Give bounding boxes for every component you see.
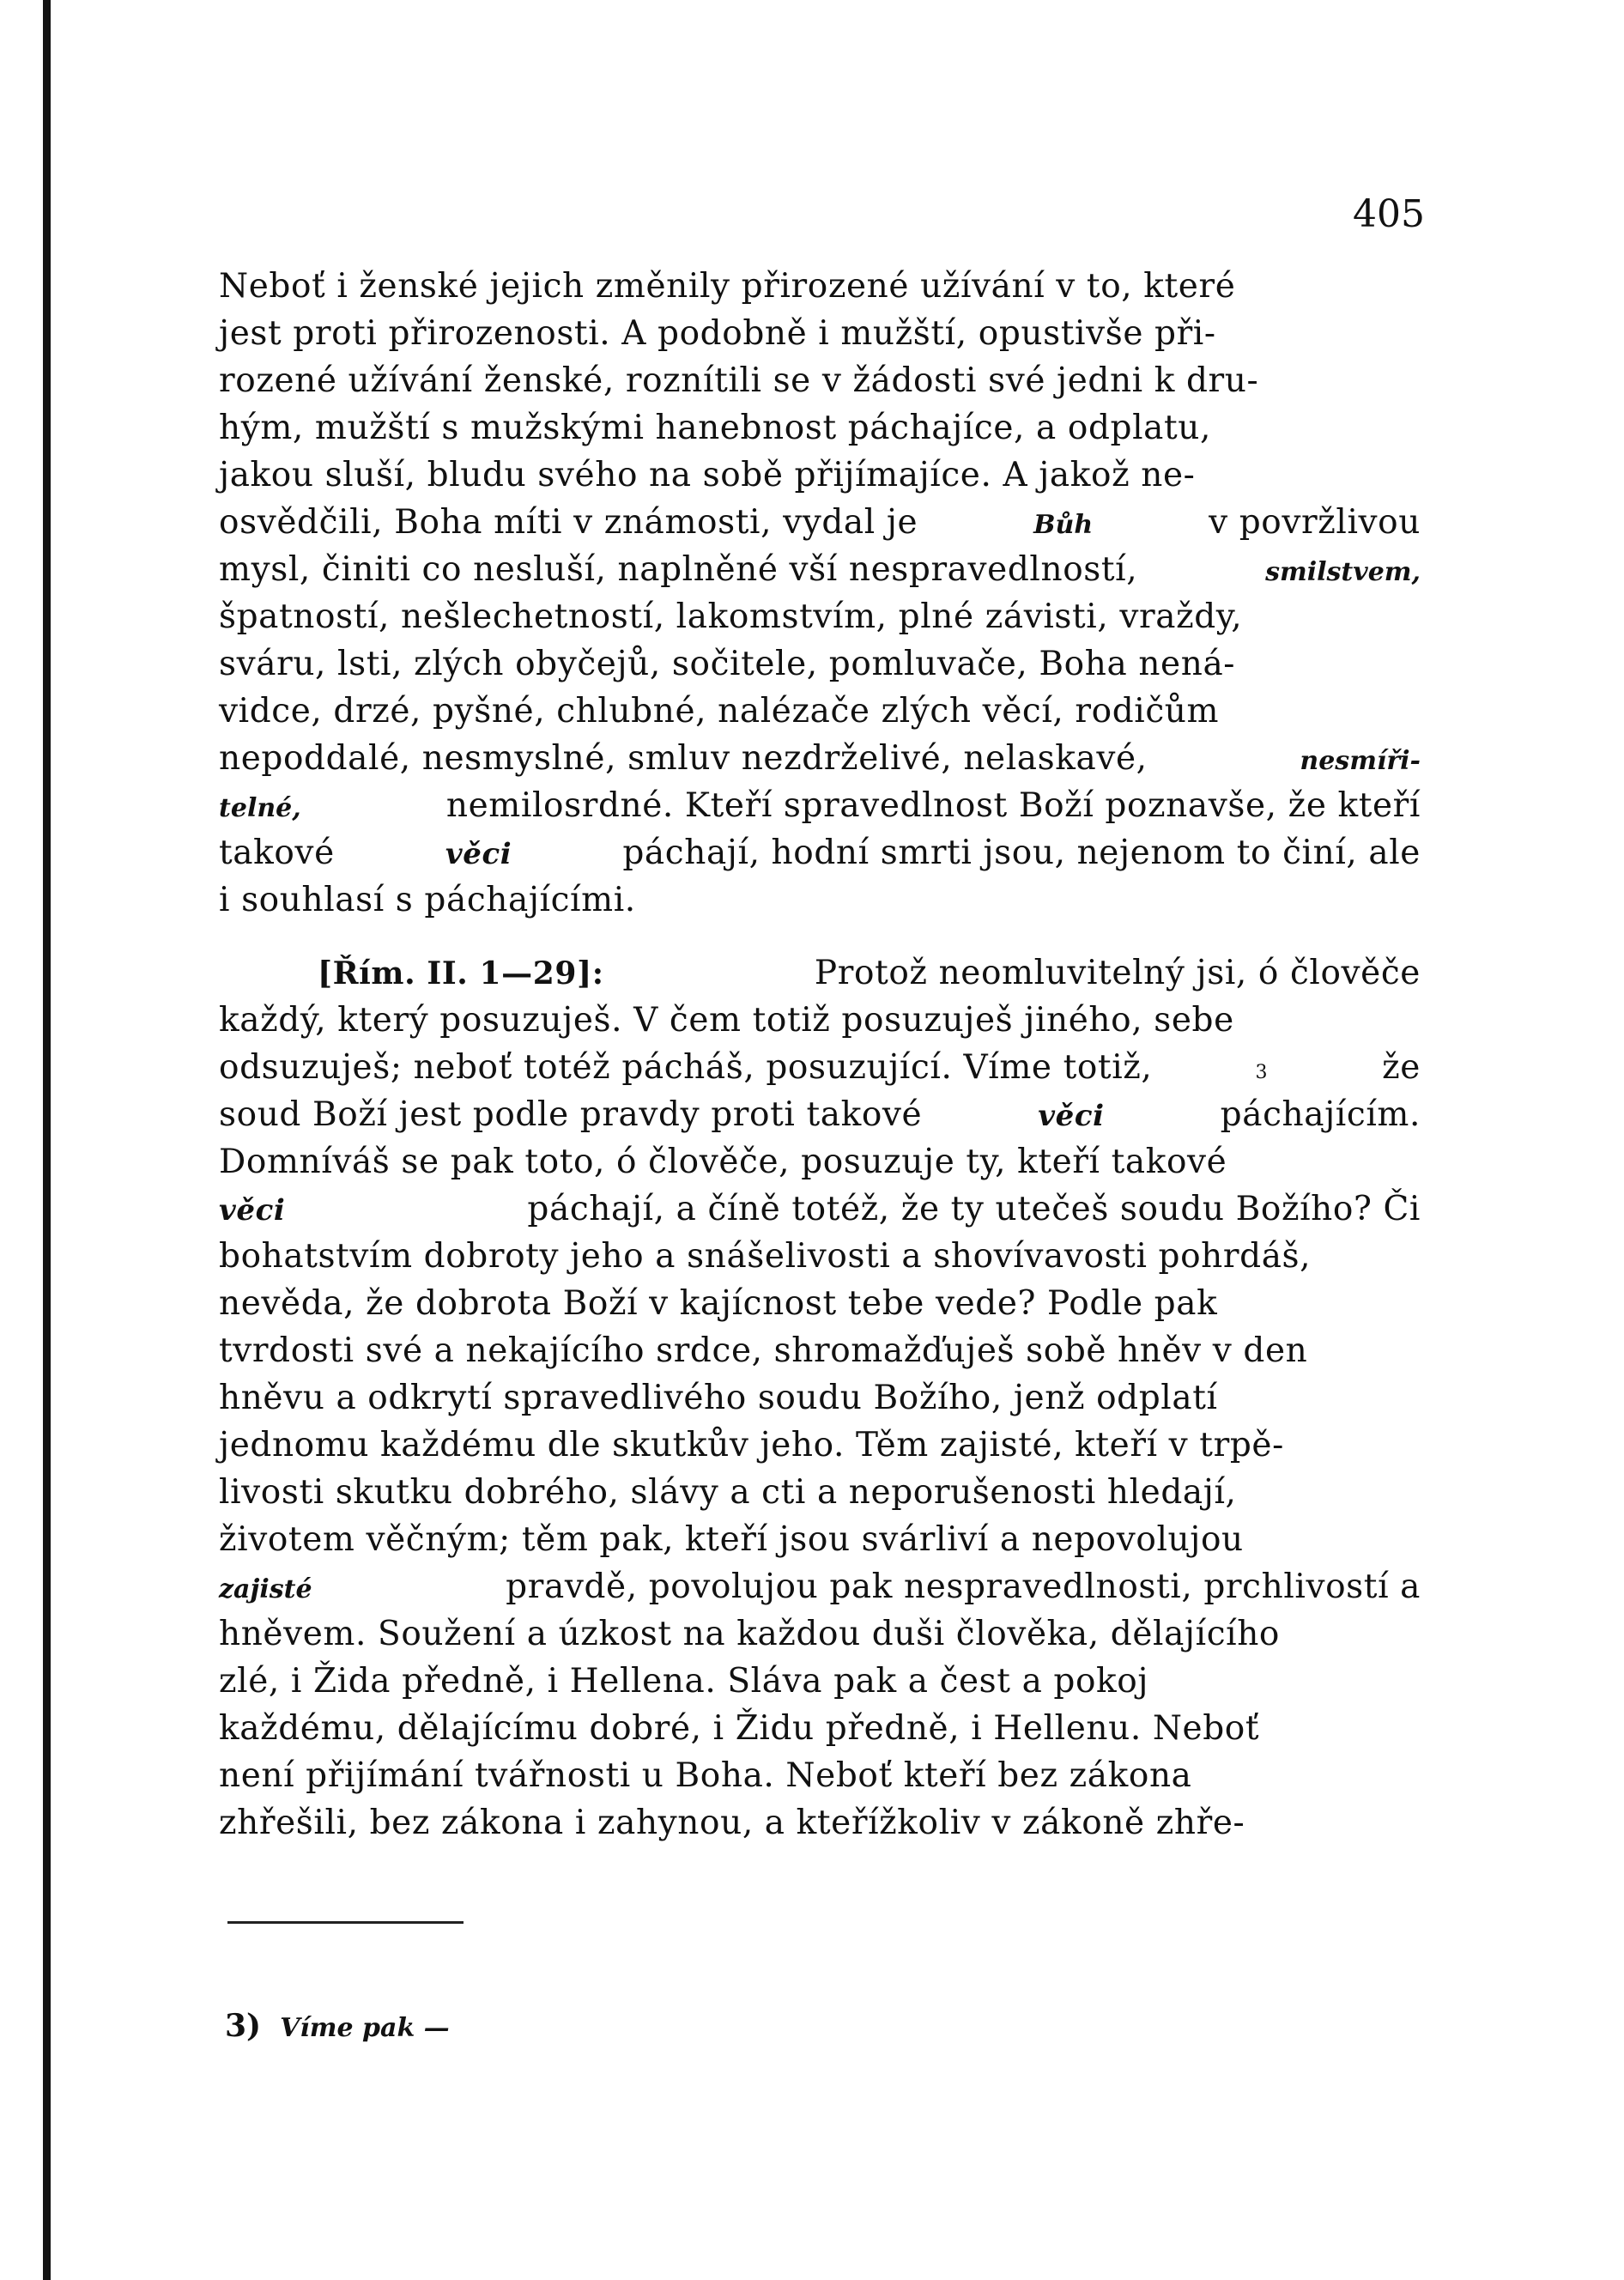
text-line: odsuzuješ; neboť totéž pácháš, posuzující. Víme totiž, 3 že — [219, 1048, 1421, 1087]
text-line: zhřešili, bez zákona i zahynou, a kteřížkoliv v zákoně zhře- — [219, 1804, 1245, 1842]
emphasis-text: telné, — [219, 793, 301, 823]
text-line: jakou sluší, bludu svého na sobě přijímajíce. A jakož ne- — [219, 456, 1196, 494]
emphasis-text: věci — [445, 837, 512, 871]
text-line: vidce, drzé, pyšné, chlubné, nalézače zlých věcí, rodičům — [219, 692, 1220, 731]
scripture-reference: [Řím. II. 1—29]: — [318, 955, 604, 991]
text-line: jest proti přirozenosti. A podobně i mužští, opustivše při- — [219, 314, 1216, 353]
text-line: nevěda, že dobrota Boží v kajícnost tebe vede? Podle pak — [219, 1284, 1218, 1323]
text-line: zlé, i Žida předně, i Hellena. Sláva pak a čest a pokoj — [219, 1662, 1149, 1701]
footnote-text: Víme pak — — [280, 2013, 450, 2043]
text-line: Domníváš se pak toto, ó člověče, posuzuje ty, kteří takové — [219, 1143, 1227, 1181]
text-line: nepoddalé, nesmyslné, smluv nezdrželivé, nelaskavé, nesmíři- — [219, 734, 1421, 784]
text-line: každý, který posuzuješ. V čem totiž posuzuješ jiného, sebe — [219, 1001, 1234, 1040]
emphasis-text: věci — [219, 1193, 286, 1228]
emphasis-text: nesmíři- — [1300, 746, 1421, 776]
text-line: hněvu a odkrytí spravedlivého soudu Božího, jenž odplatí — [219, 1379, 1218, 1417]
text-line: jednomu každému dle skutkův jeho. Těm zajisté, kteří v trpě- — [219, 1426, 1284, 1464]
text-line: soud Boží jest podle pravdy proti takové věci páchajícím. — [219, 1090, 1421, 1140]
text-line: věci páchají, a číně totéž, že ty utečeš soudu Božího? Či — [219, 1185, 1421, 1234]
text-line: není přijímání tvářnosti u Boha. Neboť kteří bez zákona — [219, 1756, 1192, 1795]
text-line: i souhlasí s páchajícími. — [219, 881, 636, 919]
text-line: špatností, nešlechetností, lakomstvím, plné závisti, vraždy, — [219, 597, 1243, 636]
footnote — [225, 2004, 450, 2047]
text-line: telné, nemilosrdné. Kteří spravedlnost Boží poznavše, že kteří — [219, 781, 1421, 831]
footnote-number: 3) — [225, 2008, 262, 2044]
text-line: rozené užívání ženské, roznítili se v žádosti své jedni k dru- — [219, 361, 1259, 400]
text-line: každému, dělajícímu dobré, i Židu předně, i Hellenu. Neboť — [219, 1709, 1260, 1748]
text-line: hněvem. Soužení a úzkost na každou duši člověka, dělajícího — [219, 1615, 1281, 1653]
emphasis-text: zajisté — [219, 1574, 312, 1604]
emphasis-text: smilstvem, — [1265, 557, 1421, 587]
text-line: mysl, činiti co nesluší, naplněné vší nespravedlností, smilstvem, — [219, 545, 1421, 595]
text-line: takové věci páchají, hodní smrti jsou, nejenom to činí, ale — [219, 828, 1421, 878]
text-line: Neboť i ženské jejich změnily přirozené užívání v to, které — [219, 267, 1236, 306]
text-line: osvědčili, Boha míti v známosti, vydal je Bůh v povržlivou — [219, 498, 1421, 548]
text-line: tvrdosti své a nekajícího srdce, shromažďuješ sobě hněv v den — [219, 1331, 1308, 1370]
text-line: [Řím. II. 1—29]: Protož neomluvitelný jsi, ó člověče — [318, 949, 1421, 998]
text-line: životem věčným; těm pak, kteří jsou svárliví a nepovolujou — [219, 1520, 1244, 1559]
emphasis-text: věci — [1038, 1099, 1105, 1133]
page-border-rule — [43, 0, 51, 2280]
text-line: bohatstvím dobroty jeho a snášelivosti a shovívavosti pohrdáš, — [219, 1237, 1312, 1276]
text-line: sváru, lsti, zlých obyčejů, sočitele, pomluvače, Boha nená- — [219, 645, 1236, 683]
text-line: hým, mužští s mužskými hanebnost páchajíce, a odplatu, — [219, 409, 1212, 447]
emphasis-text: Bůh — [1033, 510, 1094, 540]
footnote-divider — [227, 1921, 464, 1924]
page-number: 405 — [1353, 192, 1425, 236]
text-line: zajisté pravdě, povolujou pak nespravedlnosti, prchlivostí a — [219, 1562, 1421, 1612]
text-line: livosti skutku dobrého, slávy a cti a neporušenosti hledají, — [219, 1473, 1237, 1512]
